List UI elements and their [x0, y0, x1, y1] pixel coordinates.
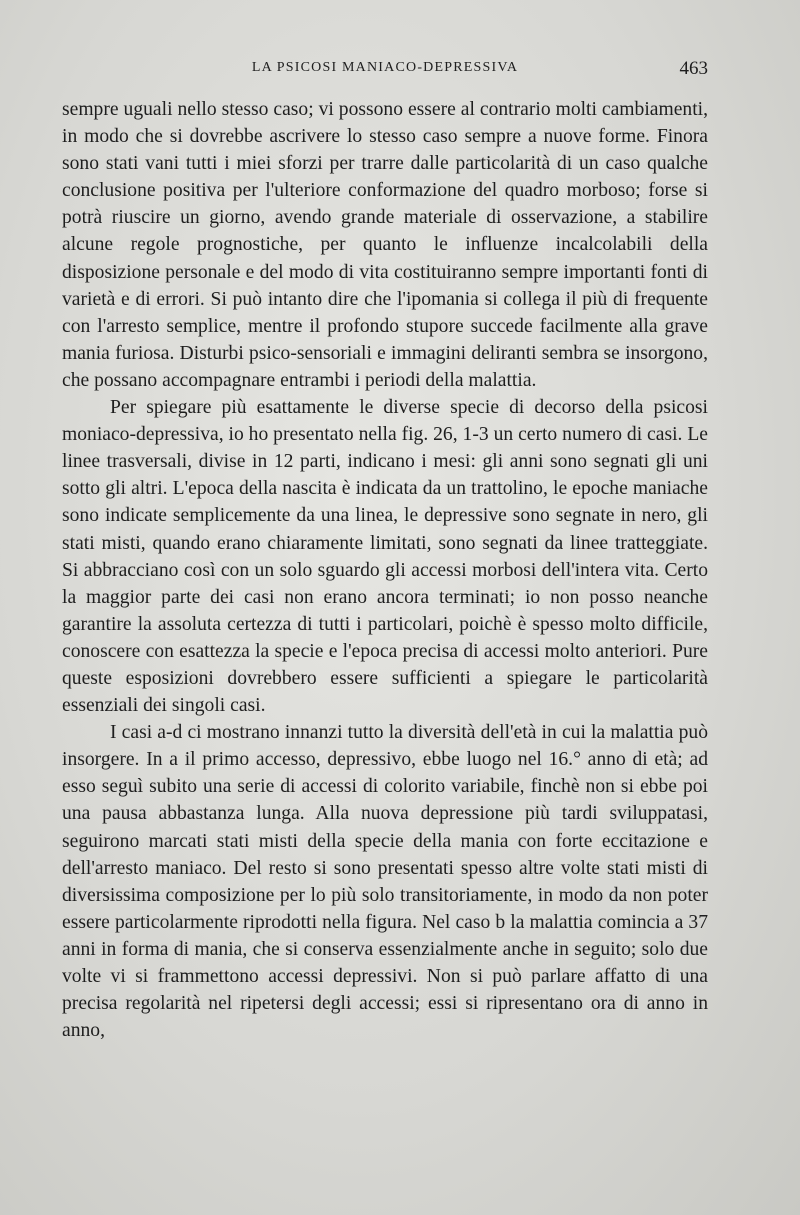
running-title: LA PSICOSI MANIACO-DEPRESSIVA	[251, 60, 519, 75]
page-number: 463	[679, 58, 708, 79]
body-text	[62, 96, 708, 1044]
paragraph-3: I casi a-d ci mostrano innanzi tutto la diversità dell'età in cui la malattia può insorgere. In a il primo accesso, depressivo, ebbe luogo nel 16.° anno di età; ad esso seguì subito una serie di accessi di colorito variabile, finchè non si ebbe poi una pausa abbastanza lunga. Alla nuova depressione più tardi sviluppatasi, seguirono marcati stati misti della specie della mania con forte eccitazione e dell'arresto maniaco. Del resto si sono presentati spesso altre volte stati misti di diversissima composizione per lo più solo transitoriamente, in modo da non poter essere particolarmente riprodotti nella figura. Nel caso b la malattia comincia a 37 anni in forma di mania, che si conserva essenzialmente anche in seguito; solo due volte vi si frammettono accessi depressivi. Non si può parlare affatto di una precisa regolarità nel ripetersi degli accessi; essi si ripresentano ora di anno in anno,	[62, 722, 708, 1042]
paragraph-2: Per spiegare più esattamente le diverse specie di decorso della psicosi moniaco-depressiva, io ho presentato nella fig. 26, 1-3 un certo numero di casi. Le linee trasversali, divise in 12 parti, indicano i mesi: gli anni sono segnati gli uni sotto gli altri. L'epoca della nascita è indicata da un trattolino, le epoche maniache sono indicate semplicemente da una linea, le depressive sono segnate in nero, gli stati misti, quando erano chiaramente limitati, sono segnati da linee tratteggiate. Si abbracciano così con un solo sguardo gli accessi morbosi dell'intera vita. Certo la maggior parte dei casi non erano ancora terminati; io non posso neanche garantire la assoluta certezza di tutti i particolari, poichè è spesso molto difficile, conoscere con esattezza la specie e l'epoca precisa di accessi molto anteriori. Pure queste esposizioni dovrebbero essere sufficienti a spiegare le particolarità essenziali dei singoli casi.	[62, 397, 708, 717]
page-header	[62, 58, 708, 88]
paragraph-1: sempre uguali nello stesso caso; vi possono essere al contrario molti cambiamenti, in modo che si dovrebbe ascrivere lo stesso caso sempre a nuove forme. Finora sono stati vani tutti i miei sforzi per trarre dalle particolarità di un caso qualche conclusione positiva per l'ulteriore conformazione del quadro morboso; forse si potrà riuscire un giorno, avendo grande materiale di osservazione, a stabilire alcune regole prognostiche, per quanto le influenze incalcolabili della disposizione personale e del modo di vita costituiranno sempre importanti fonti di varietà e di errori. Si può intanto dire che l'ipomania si collega il più di frequente con l'arresto semplice, mentre il profondo stupore succede facilmente alla grave mania furiosa. Disturbi psico-sensoriali e immagini deliranti sembra se insorgono, che possano accompagnare entrambi i periodi della malattia.	[62, 99, 708, 391]
